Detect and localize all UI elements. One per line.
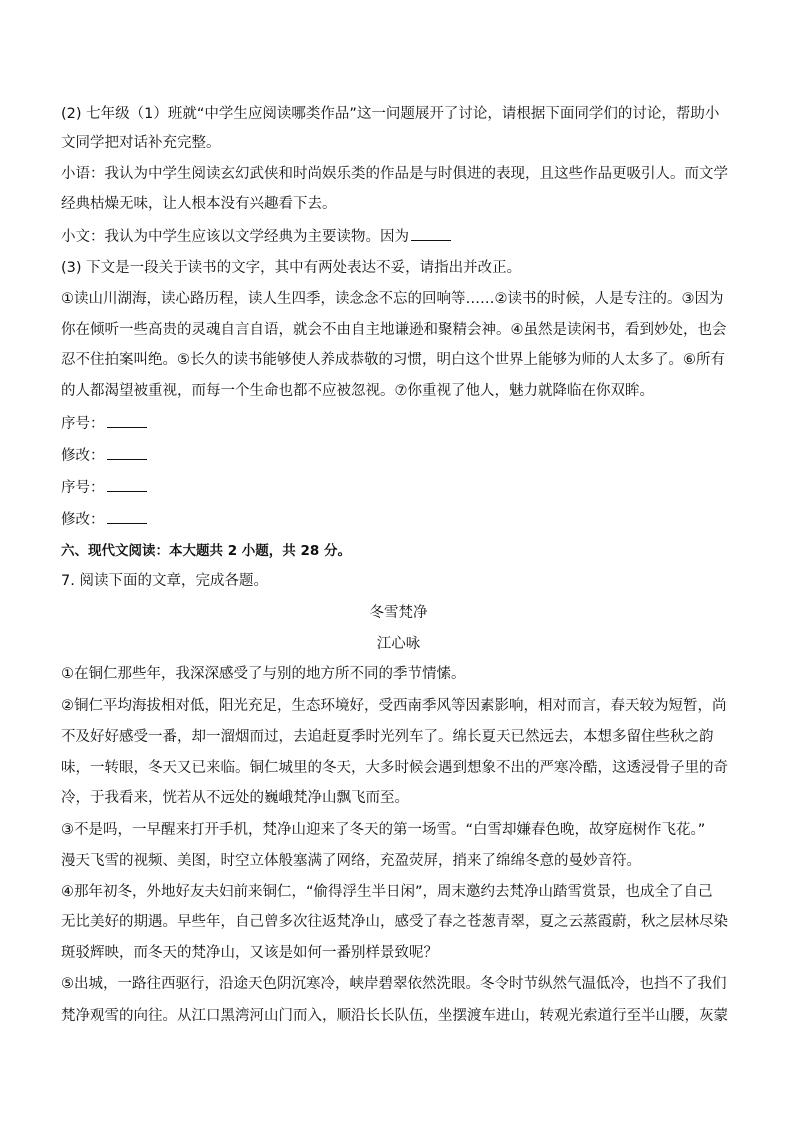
q2-answer-line	[61, 226, 736, 247]
seq-answer-2	[61, 477, 736, 498]
seq-blank[interactable]	[107, 477, 147, 492]
q2-line-2: 文同学把对话补充完整。	[61, 135, 221, 151]
seq-blank[interactable]	[107, 413, 147, 428]
q7-prompt: 7. 阅读下面的文章，完成各题。	[61, 573, 268, 589]
q3-prompt: (3) 下文是一段关于读书的文字，其中有两处表达不妥，请指出并改正。	[61, 260, 522, 276]
seq-label: 序号：	[61, 480, 105, 496]
fix-label: 修改：	[61, 512, 105, 528]
article-title: 冬雪梵净	[369, 605, 428, 621]
fix-blank[interactable]	[107, 445, 147, 460]
article-para-1: ①在铜仁那些年，我深深感受了与别的地方所不同的季节情愫。	[61, 666, 466, 682]
q2-line-4: 经典枯燥无味，让人根本没有兴趣看下去。	[61, 196, 337, 212]
section-head: 六、现代文阅读：	[61, 543, 169, 559]
q3-passage-line-1: ①读山川湖海，读心路历程，读人生四季，读念念不忘的回响等……②读书的时候，人是专注的。③因为	[61, 291, 724, 307]
article-para-2-line-2: 不及好好感受一番，却一溜烟而过，去追赶夏季时光列车了。绵长夏天已然远去，本想多留住些秋之韵	[61, 729, 714, 745]
q3-passage-line-2: 你在倾听一些高贵的灵魂自言自语，就会不由自主地谦逊和聚精会神。④虽然是读闲书，看到妙处，也会	[61, 322, 727, 338]
section-6-heading	[61, 541, 736, 561]
article-para-3-line-2: 漫天飞雪的视频、美图，时空立体般塞满了网络，充盈荧屏，捎来了绵绵冬意的曼妙音符。	[61, 853, 641, 869]
q2-line-5: 小文：我认为中学生应该以文学经典为主要读物。因为	[61, 229, 409, 245]
article-para-5-line-1: ⑤出城，一路往西驱行，沿途天色阴沉寒冷，峡岸碧翠依然洗眼。冬令时节纵然气温低冷，也挡不了我们	[61, 976, 727, 992]
q2-line-1: (2) 七年级（1）班就“中学生应阅读哪类作品”这一问题展开了讨论，请根据下面同学们的讨论，帮助小	[61, 106, 720, 122]
article-para-4-line-1: ④那年初冬，外地好友夫妇前来铜仁，“偷得浮生半日闲”，周末邀约去梵净山踏雪赏景，也成全了自己	[61, 884, 713, 900]
seq-label: 序号：	[61, 416, 105, 432]
q3-passage-line-3: 忍不住拍案叫绝。⑤长久的读书能够使人养成恭敬的习惯，明白这个世界上能够为师的人太多了。⑥所有	[61, 352, 725, 368]
article-para-5-line-2: 梵净观雪的向往。从江口黑湾河山门而入，顺沿长长队伍，坐摆渡车进山，转观光索道行至半山腰，灰蒙	[61, 1008, 728, 1024]
answer-blank[interactable]	[411, 226, 451, 241]
seq-answer-1	[61, 413, 736, 434]
article-para-4-line-3: 斑驳辉映，而冬天的梵净山，又该是如何一番别样景致呢？	[61, 945, 438, 961]
article-author: 江心咏	[376, 636, 421, 652]
article-para-2-line-1: ②铜仁平均海拔相对低，阳光充足，生态环境好，受西南季风等因素影响，相对而言，春天较为短暂，尚	[61, 698, 727, 714]
article-para-2-line-3: 味，一转眼，冬天又已来临。铜仁城里的冬天，大多时候会遇到想象不出的严寒冷酷，这透浸骨子里的奇	[61, 760, 728, 776]
fix-label: 修改：	[61, 448, 105, 464]
article-para-3-line-1: ③不是吗，一早醒来打开手机，梵净山迎来了冬天的第一场雪。“白雪却嫌春色晚，故穿庭树作飞花。”	[61, 822, 706, 838]
section-body: 本大题共 2 小题，共 28 分。	[169, 543, 351, 559]
fix-answer-1	[61, 445, 736, 466]
article-para-2-line-4: 冷，于我看来，恍若从不远处的巍峨梵净山飘飞而至。	[61, 790, 409, 806]
q2-line-3: 小语：我认为中学生阅读玄幻武侠和时尚娱乐类的作品是与时俱进的表现，且这些作品更吸引人。而文学	[61, 166, 728, 182]
fix-blank[interactable]	[107, 509, 147, 524]
q3-passage-line-4: 的人都渴望被重视，而每一个生命也都不应被忽视。⑦你重视了他人，魅力就降临在你双眸。	[61, 383, 654, 399]
article-para-4-line-2: 无比美好的期遇。早些年，自己曾多次往返梵净山，感受了春之苍葱青翠，夏之云蒸霞蔚，秋之层林尽染	[61, 914, 728, 930]
fix-answer-2	[61, 509, 736, 530]
